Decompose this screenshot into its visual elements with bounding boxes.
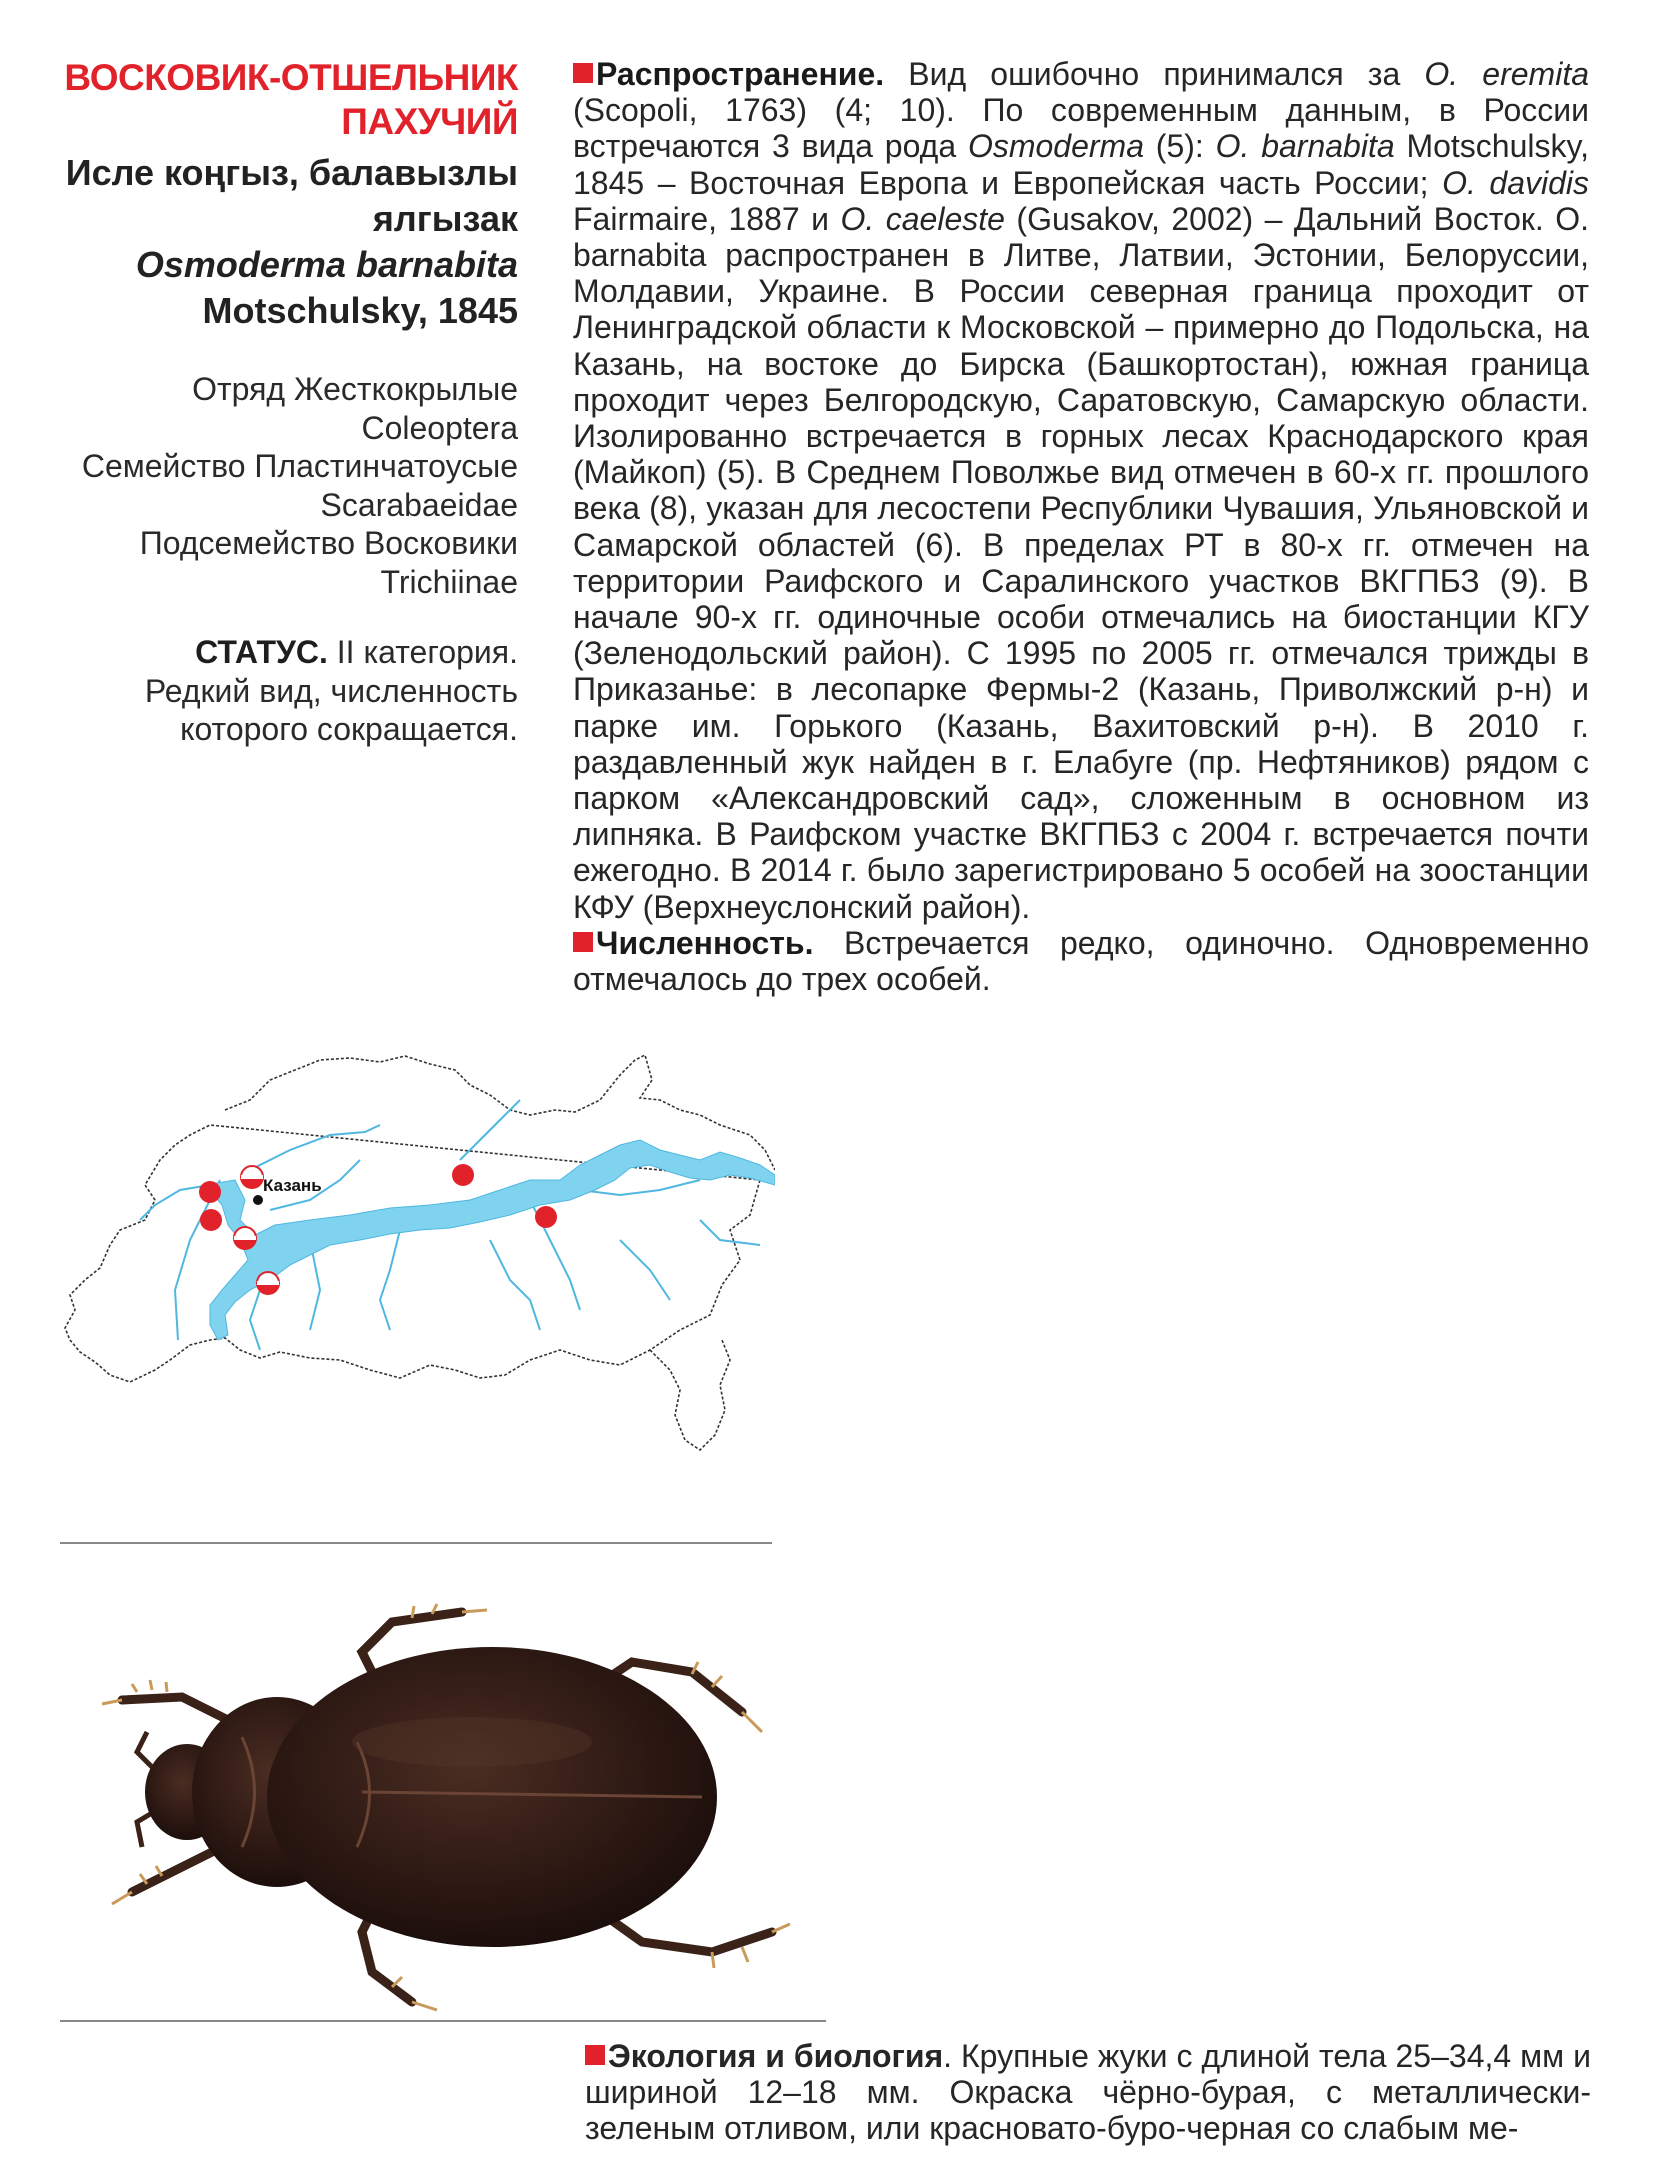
status-block (40, 633, 518, 749)
abundance-paragraph (573, 925, 1589, 997)
subfamily-ru: Подсемейство Восковики (139, 525, 518, 561)
ecology-paragraph (585, 2038, 1591, 2147)
order-ru: Отряд Жесткокрылые (192, 371, 518, 407)
title-tt-line2: ялгызак (372, 198, 518, 239)
taxonomy-block (40, 370, 518, 601)
family-ru: Семейство Пластинчатоусые (81, 448, 518, 484)
genus-osmoderma: Osmoderma (967, 128, 1144, 165)
distribution-paragraph (573, 56, 1589, 925)
title-tt-line1: Исле коңгыз, балавызлы (65, 152, 518, 193)
red-square-bullet (573, 63, 593, 83)
distribution-map (60, 1040, 775, 1520)
ecology-section (585, 2038, 1591, 2147)
distribution-text-5: Fairmaire, 1887 и (573, 200, 841, 237)
divider-line (60, 2020, 826, 2022)
latin-name: Osmoderma barnabita (135, 244, 518, 285)
distribution-text-1: Вид ошибочно принимался за (884, 56, 1425, 92)
status-label: СТАТУС. (195, 634, 328, 670)
distribution-heading: Распространение. (596, 56, 885, 92)
distribution-text-6: (Gusakov, 2002) – Дальний Восток. O. barnabita распространен в Литве, Латвии, Эстонии, Белоруссии, Молдавии, Украине. В России северная граница проходит от Ленинградской области к Московской – примерно до Подольска, на Казань, на востоке до Бирска (Башкортостан), южная граница проходит через Белгородскую, Саратовскую, Самарскую области. Изолированно встречается в горных лесах Краснодарского края (Майкоп) (5). В Среднем Поволжье вид отмечен в 60-х гг. прошлого века (8), указан для лесостепи Республики Чувашия, Ульяновской и Самарской областей (6). В пределах РТ в 80-х гг. отмечен на территории Раифского и Саралинского участков ВКГПБЗ (9). В начале 90-х гг. одиночные особи отмечались на биостанции КГУ (Зеленодольский район). С 1995 по 2005 гг. отмечался трижды в Приказанье: в лесопарке Фермы-2 (Казань, Приволжский р-н) и парке им. Горького (Казань, Вахитовский р-н). В 2010 г. раздавленный жук найден в г. Елабуге (пр. Нефтяников) рядом с парком «Александровский сад», сложенным в основном из липняка. В Раифском участке ВКГПБЗ с 2004 г. встречается почти ежегодно. В 2014 г. было зарегистрировано 5 особей на зоостанции КФУ (Верхнеуслонский район). (573, 200, 1590, 925)
title-ru-line1: ВОСКОВИК-ОТШЕЛЬНИК (64, 57, 518, 98)
family-lat: Scarabaeidae (320, 486, 518, 523)
subfamily-lat: Trichiinae (380, 563, 518, 600)
historic-record-marker (234, 1227, 256, 1249)
distribution-text-4: Motschulsky, 1845 – Восточная Европа и Европейская часть России; (573, 128, 1590, 201)
species-header (40, 56, 518, 749)
historic-record-marker (241, 1166, 263, 1188)
divider-line (60, 1542, 772, 1544)
kazan-city-dot (253, 1195, 263, 1205)
species-barnabita: O. barnabita (1215, 128, 1395, 165)
ecology-heading: Экология и биология (608, 2038, 944, 2074)
order-lat: Coleoptera (361, 409, 518, 446)
species-eremita: O. eremita (1424, 56, 1590, 92)
title-ru-line2: ПАХУЧИЙ (341, 101, 518, 142)
abundance-text: Встречается редко, одиночно. Одновременно отмечалось до трех особей. (573, 924, 1589, 998)
red-square-bullet (573, 932, 593, 952)
kazan-label: Казань (263, 1176, 322, 1195)
status-line2: Редкий вид, численность (144, 672, 518, 709)
distribution-text-3: (5): (1144, 128, 1216, 165)
status-line3: которого сокращается. (180, 711, 518, 747)
species-caeleste: O. caeleste (840, 200, 1005, 237)
main-text (573, 56, 1589, 997)
status-category: II категория. (327, 634, 518, 670)
ecology-text: . Крупные жуки с длиной тела 25–34,4 мм и шириной 12–18 мм. Окраска чёрно-бурая, с металлически-зеленым отливом, или красновато-буро-черная со слабым ме- (585, 2038, 1591, 2147)
record-marker (200, 1209, 222, 1231)
distribution-text-2: (Scopoli, 1763) (4; 10). По современным данным, в России встречаются 3 вида рода (573, 92, 1589, 165)
record-marker (199, 1181, 221, 1203)
abundance-heading: Численность. (596, 924, 814, 961)
beetle-illustration (92, 1592, 792, 2012)
red-square-bullet (585, 2045, 605, 2065)
record-marker (535, 1206, 557, 1228)
species-author: Motschulsky, 1845 (202, 290, 518, 331)
historic-record-marker (257, 1272, 279, 1294)
record-marker (452, 1164, 474, 1186)
species-davidis: O. davidis (1442, 164, 1590, 201)
